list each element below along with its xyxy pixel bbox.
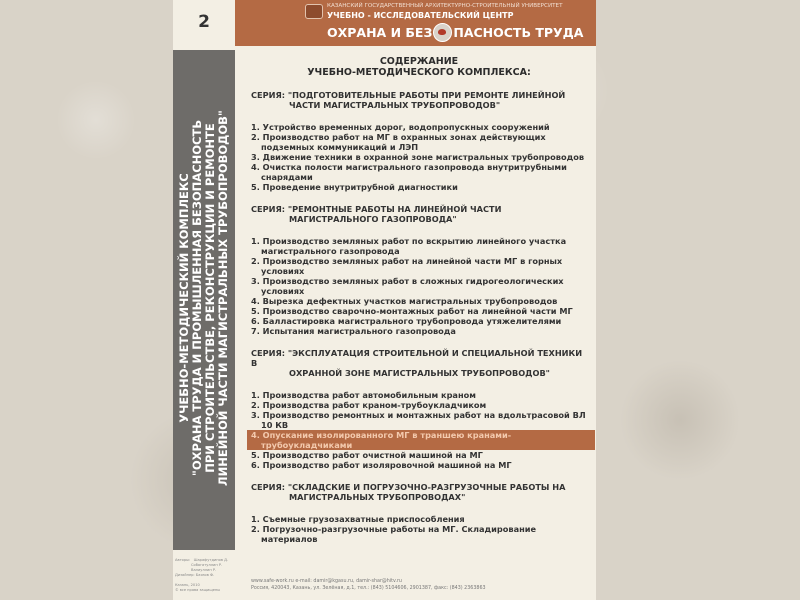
university-name: КАЗАНСКИЙ ГОСУДАРСТВЕННЫЙ АРХИТЕКТУРНО-СТРОИТЕЛЬНЫЙ УНИВЕРСИТЕТ [327,3,563,9]
series-title-line: МАГИСТРАЛЬНОГО ГАЗОПРОВОДА" [289,214,457,224]
safety-emblem-icon [433,23,452,42]
credit-line: © все права защищены [175,588,221,592]
credit-line: Авторы: Шарафутдинов Д. [175,558,229,562]
credit-line: Собагатуллин Р. [175,563,223,567]
sidebar-title-line: "ОХРАНА ТРУДА И ПРОМЫШЛЕННАЯ БЕЗОПАСНОСТЬ [190,119,204,477]
series-title-line: МАГИСТРАЛЬНЫХ ТРУБОПРОВОДАХ" [289,492,466,502]
series-title-line: СЕРИЯ: "ПОДГОТОВИТЕЛЬНЫЕ РАБОТЫ ПРИ РЕМОНТЕ ЛИНЕЙНОЙ [251,90,566,100]
series-items [251,122,587,192]
heading-line: УЧЕБНО-МЕТОДИЧЕСКОГО КОМПЛЕКСА: [307,67,531,78]
series-items [251,236,587,336]
sidebar-title-line: ЛИНЕЙНОЙ ЧАСТИ МАГИСТРАЛЬНЫХ ТРУБОПРОВОДОВ" [216,110,230,486]
list-item: 5. Проведение внутритрубной диагностики [251,182,458,192]
series-title [251,348,587,378]
page-number: 2 [173,0,235,44]
list-item: 5. Производство работ очистной машиной на МГ [251,450,483,460]
list-item: 4. Вырезка дефектных участков магистральных трубопроводов [251,296,558,306]
center-name: УЧЕБНО - ИССЛЕДОВАТЕЛЬСКИЙ ЦЕНТР [327,11,514,20]
sidebar-title-line: ПРИ СТРОИТЕЛЬСТВЕ, РЕКОНСТРУКЦИИ И РЕМОНТЕ [203,123,217,473]
footer-web-email: www.safe-work.ru e-mail: damir@kgasu.ru, damir-shar@hitv.ru [251,579,402,584]
list-item: 2. Производства работ краном-трубоукладчиком [251,400,487,410]
contents-heading [251,56,587,78]
header-banner [235,0,596,46]
series-block [251,90,587,192]
sidebar-divider [173,44,235,50]
list-item: 1. Съемные грузозахватные приспособления [251,514,465,524]
series-block [251,348,587,470]
series-title [251,204,587,224]
footer-address: Россия, 420043, Казань, ул. Зелёная, д.1, тел.: (843) 5104606, 2901387, факс: (843) 2363863 [251,585,486,591]
list-item: 1. Производства работ автомобильным краном [251,390,476,400]
series-title-line: ОХРАННОЙ ЗОНЕ МАГИСТРАЛЬНЫХ ТРУБОПРОВОДОВ" [289,368,550,378]
header-title [327,23,583,42]
series-title-line: СЕРИЯ: "СКЛАДСКИЕ И ПОГРУЗОЧНО-РАЗГРУЗОЧНЫЕ РАБОТЫ НА [251,482,566,492]
heading-line: СОДЕРЖАНИЕ [379,56,459,67]
list-item: 1. Производство земляных работ по вскрытию линейного участка магистрального газопровода [251,236,567,256]
list-item: 6. Производство работ изоляровочной машиной на МГ [251,460,512,470]
list-item: 3. Производство ремонтных и монтажных работ на вдольтрасовой ВЛ 10 КВ [251,410,586,430]
series-title-line: ЧАСТИ МАГИСТРАЛЬНЫХ ТРУБОПРОВОДОВ" [289,100,501,110]
list-item: 2. Производство земляных работ на линейной части МГ в горных условиях [251,256,563,276]
series-items [251,514,587,544]
credit-line: Дизайнер: Баязов Ф. [175,573,215,577]
series-title-line: СЕРИЯ: "РЕМОНТНЫЕ РАБОТЫ НА ЛИНЕЙНОЙ ЧАСТИ [251,204,502,214]
document-page [173,0,596,600]
credit-line: Казань, 2010 [175,583,200,587]
list-item: 5. Производство сварочно-монтажных работ на линейной части МГ [251,306,573,316]
series-block [251,482,587,544]
header-title-part1: ОХРАНА И БЕЗ [327,25,433,40]
series-title [251,482,587,502]
list-item-highlighted: 4. Опускание изолированного МГ в траншею кранами-трубоукладчиками [247,430,595,450]
series-items [251,390,587,470]
list-item: 4. Очистка полости магистрального газопровода внутритрубными снарядами [251,162,567,182]
header-title-part2: ПАСНОСТЬ ТРУДА [453,25,584,40]
list-item: 7. Испытания магистрального газопровода [251,326,456,336]
list-item: 2. Погрузочно-разгрузочные работы на МГ. Складирование материалов [251,524,537,544]
credit-line: Валиуллин Р. [175,568,217,572]
series-block [251,204,587,336]
list-item: 1. Устройство временных дорог, водопропускных сооружений [251,122,550,132]
list-item: 3. Производство земляных работ в сложных гидрогеологических условиях [251,276,564,296]
table-of-contents [251,52,587,556]
list-item: 3. Движение техники в охранной зоне магистральных трубопроводов [251,152,585,162]
university-logo-icon [305,4,323,19]
series-title [251,90,587,110]
series-list [251,90,587,544]
sidebar [173,0,235,600]
list-item: 2. Производство работ на МГ в охранных зонах действующих подземных коммуникаций и ЛЭП [251,132,546,152]
series-title-line: СЕРИЯ: "ЭКСПЛУАТАЦИЯ СТРОИТЕЛЬНОЙ И СПЕЦИАЛЬНОЙ ТЕХНИКИ В [251,348,583,368]
sidebar-title-line: УЧЕБНО-МЕТОДИЧЕСКИЙ КОМПЛЕКС [177,173,191,423]
contact-footer [251,579,591,592]
sidebar-vertical-title [178,63,230,533]
author-credits [175,558,235,593]
list-item: 6. Балластировка магистрального трубопровода утяжелителями [251,316,562,326]
